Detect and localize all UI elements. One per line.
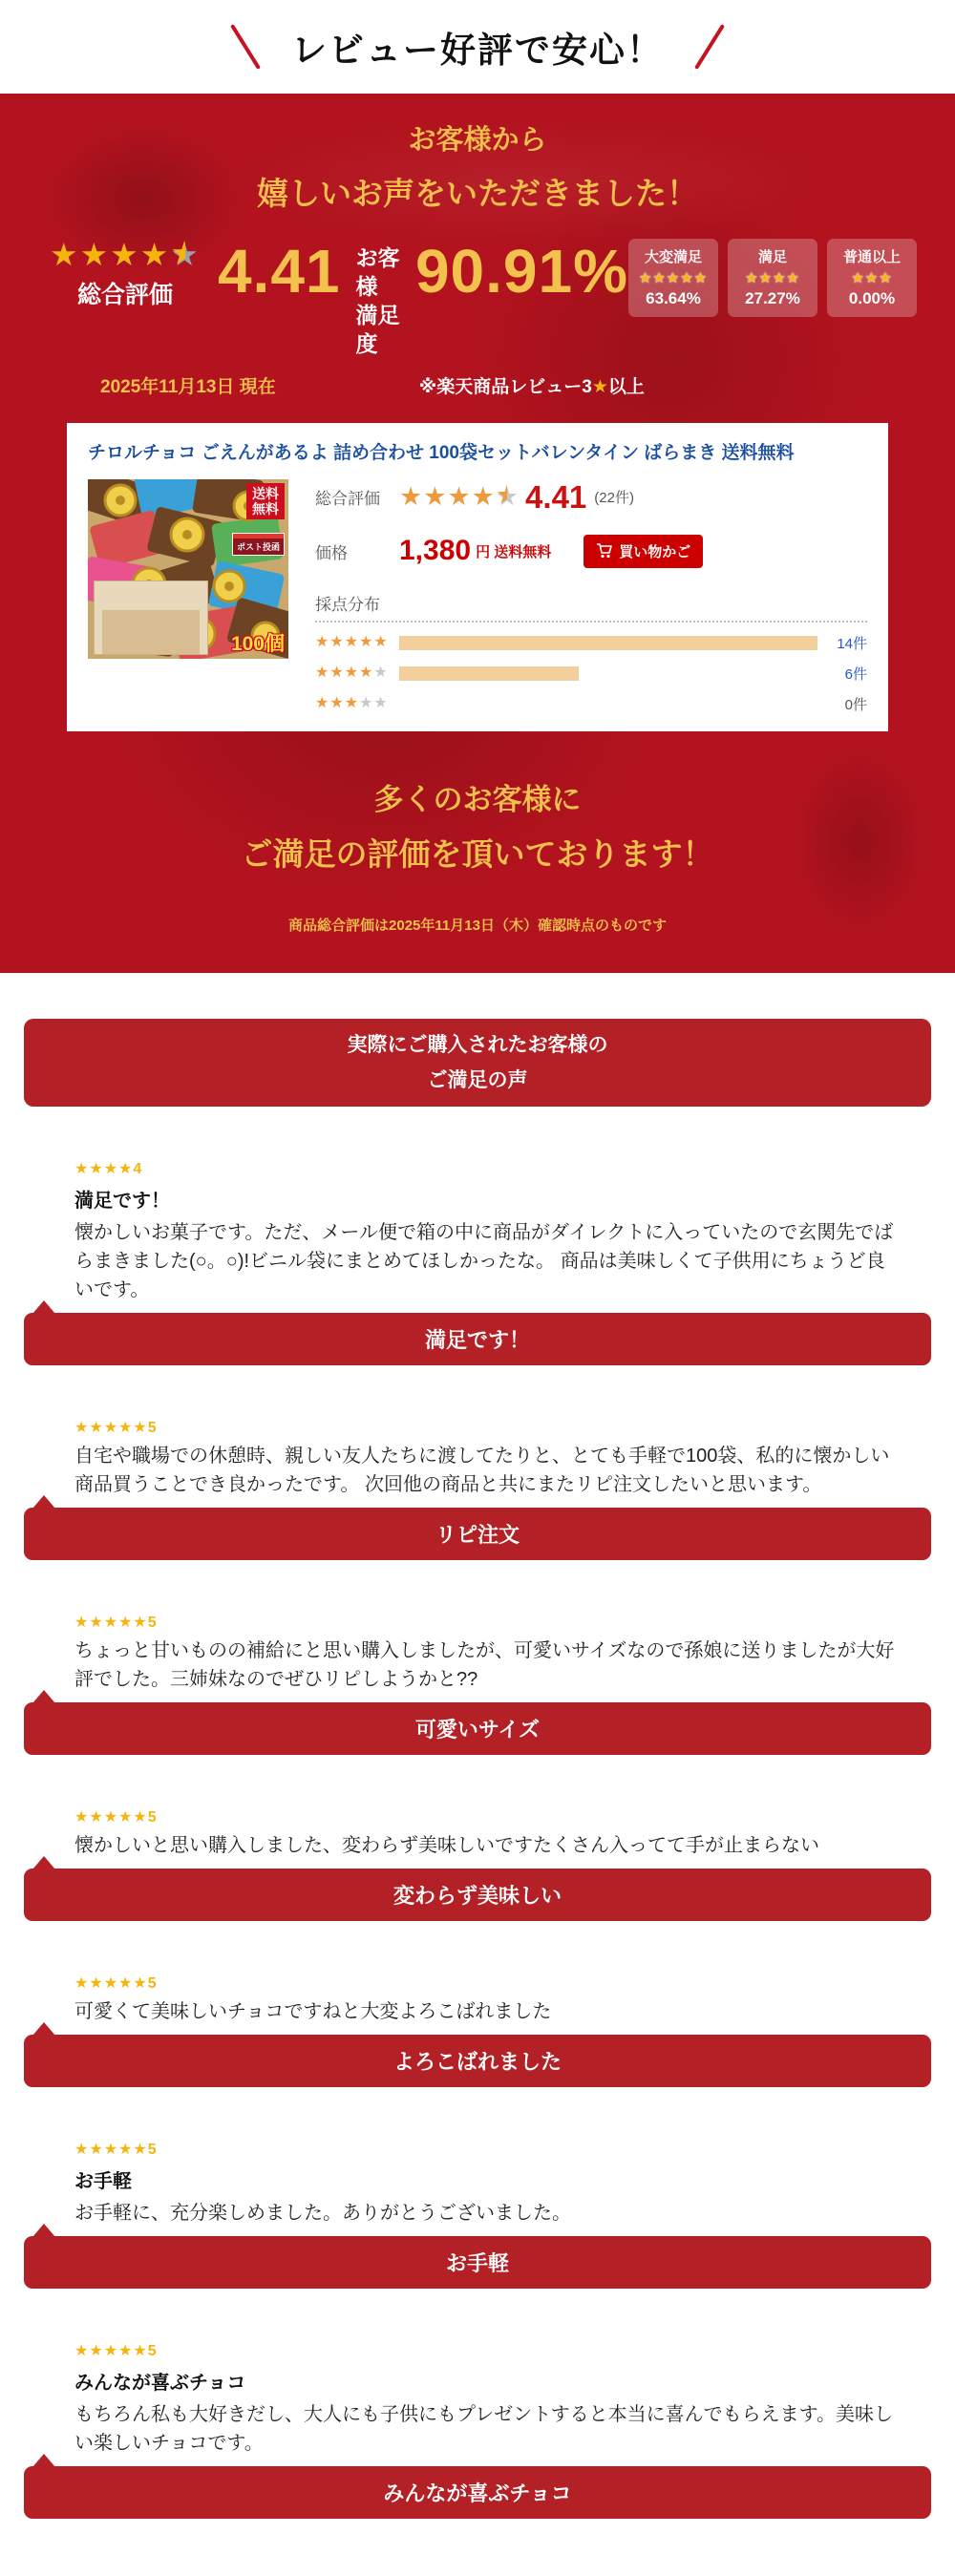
breakdown-box-satisfied bbox=[728, 239, 817, 317]
distribution-bar bbox=[399, 666, 579, 681]
review-title: 満足です！ bbox=[74, 1190, 170, 1212]
rating-label: 総合評価 bbox=[315, 490, 380, 509]
decorative-slash-left-icon bbox=[230, 24, 261, 70]
hero-disclaimer: 商品総合評価は2025年11月13日（木）確認時点のものです bbox=[288, 917, 667, 934]
review-item bbox=[24, 1421, 931, 1560]
price-value: 1,380 bbox=[399, 535, 472, 567]
review-title: みんなが喜ぶチョコ bbox=[74, 2372, 246, 2394]
page-header bbox=[0, 0, 955, 94]
note-star-icon: ★ bbox=[591, 376, 608, 397]
card-stars-icon: ★★★★★ ★ bbox=[399, 484, 520, 510]
half-star-icon: ★ ★ bbox=[496, 482, 520, 511]
reviews-section-header bbox=[24, 1019, 931, 1107]
price-label: 価格 bbox=[315, 543, 348, 562]
distribution-bar bbox=[399, 636, 817, 650]
hero-closing-line1: 多くのお客様に bbox=[373, 782, 582, 816]
review-keyword-banner: お手軽 bbox=[24, 2236, 931, 2289]
review-note: ※楽天商品レビュー3★以上 bbox=[418, 376, 645, 397]
review-keyword-banner: 可愛いサイズ bbox=[24, 1702, 931, 1755]
review-keyword-banner: みんなが喜ぶチョコ bbox=[24, 2466, 931, 2519]
distribution-row-3star bbox=[315, 694, 867, 714]
breakdown-stars-icon: ★★★★★ bbox=[638, 270, 709, 286]
overall-score: 4.41 bbox=[217, 237, 341, 306]
satisfaction-label-line2: 満足度 bbox=[355, 302, 400, 356]
card-rating-value: 4.41 bbox=[525, 478, 587, 515]
distribution-label: 採点分布 bbox=[315, 591, 867, 623]
review-stars-icon: ★★★★4 bbox=[74, 1160, 143, 1177]
reviews-header-line1: 実際にご購入されたお客様の bbox=[347, 1033, 608, 1056]
distribution-row-4star bbox=[315, 664, 867, 684]
page-title: レビュー好評で安心！ bbox=[291, 31, 664, 70]
breakdown-box-very-satisfied bbox=[628, 239, 718, 317]
dist-stars-empty-icon: ★★ bbox=[359, 695, 389, 712]
breakdown-label: 普通以上 bbox=[842, 249, 901, 265]
dist-stars-icon: ★★★★★ bbox=[315, 634, 389, 651]
dist-stars-icon: ★★★★ bbox=[315, 665, 374, 682]
distribution-count-link[interactable]: 6件 bbox=[844, 665, 867, 683]
review-stars-icon: ★★★★★5 bbox=[74, 2342, 158, 2359]
hero-intro-line2: 嬉しいお声をいただきました！ bbox=[257, 176, 698, 211]
decorative-slash-right-icon bbox=[694, 24, 725, 70]
reviews-section bbox=[0, 973, 955, 2576]
review-item bbox=[24, 1810, 931, 1921]
satisfaction-label bbox=[356, 244, 406, 359]
breakdown-stars-icon: ★★★ bbox=[851, 270, 893, 286]
review-item bbox=[24, 1976, 931, 2087]
dist-stars-empty-icon: ★ bbox=[373, 665, 389, 682]
reviews-header-line2: ご満足の声 bbox=[427, 1068, 528, 1091]
cart-icon bbox=[596, 543, 613, 559]
half-star-icon: ★ ★ bbox=[170, 237, 201, 272]
distribution-count-link[interactable]: 14件 bbox=[837, 635, 867, 652]
review-stars-icon: ★★★★★5 bbox=[74, 2141, 158, 2158]
review-body: 懐かしいお菓子です。ただ、メール便で箱の中に商品がダイレクトに入っていたので玄関先でばらまきました(○。○)!ビニル袋にまとめてほしかったな。 商品は美味しくて子供用にちょうど良いです。 bbox=[74, 1221, 894, 1300]
breakdown-percent: 0.00% bbox=[848, 289, 896, 307]
product-card bbox=[67, 423, 888, 731]
review-keyword-banner: リピ注文 bbox=[24, 1508, 931, 1560]
hero-rating-row bbox=[0, 214, 955, 359]
breakdown-percent: 63.64% bbox=[646, 289, 701, 307]
review-item bbox=[24, 1162, 931, 1365]
cart-button-label: 買い物かご bbox=[619, 543, 691, 560]
distribution-count: 0件 bbox=[844, 696, 867, 713]
distribution-row-5star bbox=[315, 633, 867, 653]
review-body: もちろん私も大好きだし、大人にも子供にもプレゼントすると本当に喜んでもらえます。美味しい楽しいチョコです。 bbox=[74, 2403, 893, 2454]
review-stars-icon: ★★★★★5 bbox=[74, 1419, 158, 1436]
review-title: お手軽 bbox=[74, 2170, 132, 2192]
review-keyword-banner: 満足です！ bbox=[24, 1313, 931, 1365]
review-item bbox=[24, 2143, 931, 2289]
satisfaction-label-line1: お客様 bbox=[355, 245, 400, 299]
overall-rating-label: 総合評価 bbox=[76, 282, 173, 308]
add-to-cart-button[interactable] bbox=[584, 535, 703, 568]
review-body: ちょっと甘いものの補給にと思い購入しましたが、可愛いサイズなので孫娘に送りましたが大好評でした。三姉妹なのでぜひリピしようかと?? bbox=[74, 1639, 895, 1690]
review-stars-icon: ★★★★★5 bbox=[74, 1614, 158, 1631]
count-badge: 100個 bbox=[230, 632, 285, 655]
product-image[interactable] bbox=[88, 479, 288, 659]
review-body: 懐かしいと思い購入しました、変わらず美味しいですたくさん入ってて手が止まらない bbox=[74, 1834, 819, 1856]
satisfaction-value: 90.91% bbox=[414, 237, 628, 306]
review-keyword-banner: よろこばれました bbox=[24, 2035, 931, 2087]
review-stars-icon: ★★★★★5 bbox=[74, 1974, 158, 1992]
box-photo-inset bbox=[94, 581, 208, 655]
review-stars-icon: ★★★★★5 bbox=[74, 1808, 158, 1826]
hero-section bbox=[0, 94, 955, 973]
dist-stars-icon: ★★★ bbox=[315, 695, 360, 712]
as-of-date: 2025年11月13日 現在 bbox=[100, 376, 276, 397]
hero-closing-line2: ご満足の評価を頂いております！ bbox=[241, 835, 714, 872]
breakdown-label: 大変満足 bbox=[644, 249, 702, 265]
price-unit: 円 送料無料 bbox=[476, 543, 552, 560]
review-keyword-banner: 変わらず美味しい bbox=[24, 1869, 931, 1921]
review-body: 自宅や職場での休憩時、親しい友人たちに渡してたりと、とても手軽で100袋、私的に懐かしい商品買うことでき良かったです。 次回他の商品と共にまたリピ注文したいと思います。 bbox=[74, 1445, 890, 1495]
hero-intro-line1: お客様から bbox=[408, 125, 547, 156]
breakdown-box-average-plus bbox=[827, 239, 917, 317]
card-review-count[interactable]: (22件) bbox=[594, 490, 634, 507]
post-delivery-badge: ポスト投函 bbox=[232, 533, 285, 556]
review-body: お手軽に、充分楽しめました。ありがとうございました。 bbox=[74, 2202, 571, 2224]
review-body: 可愛くて美味しいチョコですねと大変よろこばれました bbox=[74, 2000, 552, 2022]
product-title-link[interactable]: チロルチョコ ごえんがあるよ 詰め合わせ 100袋セットバレンタイン ばらまき 送料無料 bbox=[88, 442, 795, 463]
review-item bbox=[24, 2344, 931, 2519]
breakdown-stars-icon: ★★★★ bbox=[745, 270, 800, 286]
rating-breakdown-boxes bbox=[628, 239, 917, 317]
free-shipping-badge: 送料 無料 bbox=[246, 483, 285, 519]
breakdown-label: 満足 bbox=[757, 249, 787, 265]
review-item bbox=[24, 1615, 931, 1755]
overall-stars-icon: ★★★★★ ★ bbox=[50, 239, 201, 270]
breakdown-percent: 27.27% bbox=[745, 289, 800, 307]
